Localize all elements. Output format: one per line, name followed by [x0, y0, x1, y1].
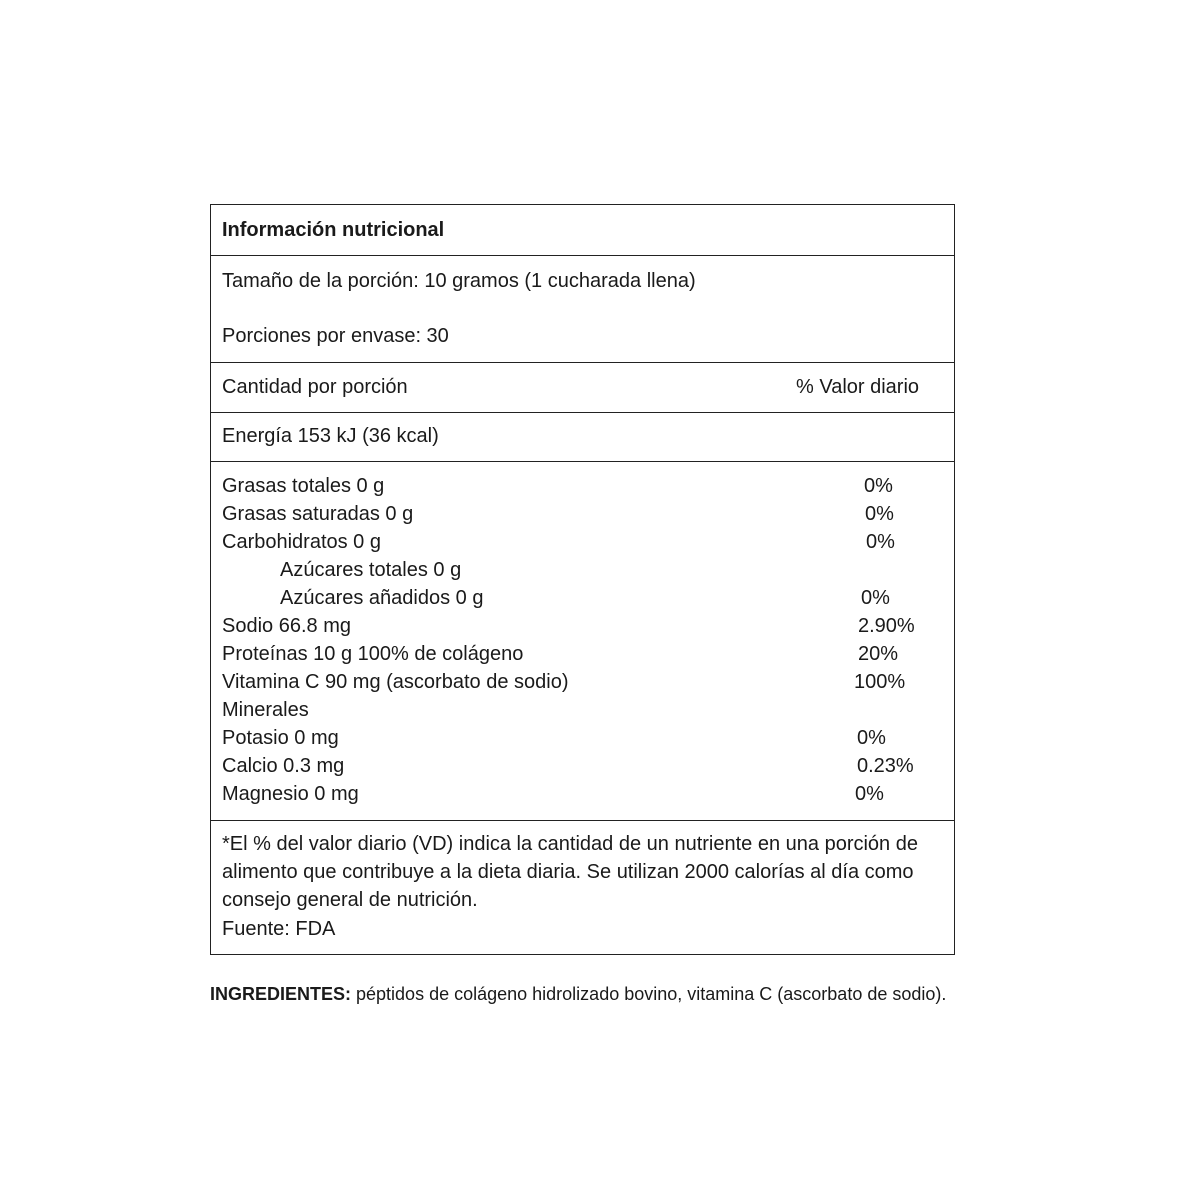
- nutrient-row-name: Potasio 0 mg: [222, 727, 339, 749]
- nutrient-row-name: Minerales: [222, 699, 309, 721]
- nutrient-row-name: Grasas saturadas 0 g: [222, 503, 414, 525]
- nutrient-row-name: Grasas totales 0 g: [222, 475, 385, 497]
- servings-per-container: Porciones por envase: 30: [222, 325, 449, 347]
- nutrient-row-name: Azúcares totales 0 g: [280, 559, 462, 581]
- source-text: Fuente: FDA: [222, 917, 336, 940]
- nutrition-facts-table: [210, 204, 955, 955]
- footnote-text: *El % del valor diario (VD) indica la cantidad de un nutriente en una porción de alimento que contribuye a la dieta diaria. Se utilizan 2000 calorías al día como consejo general de nutrición.: [222, 833, 918, 912]
- ingredients-list: [210, 982, 946, 1006]
- serving-section: [211, 256, 954, 363]
- daily-value-header: % Valor diario: [796, 376, 920, 398]
- nutrient-row-dv: 2.90%: [858, 615, 915, 637]
- amount-header-section: [211, 363, 954, 413]
- nutrient-row-name: Azúcares añadidos 0 g: [280, 587, 484, 609]
- nutrient-row-dv: 20%: [858, 643, 899, 665]
- energy-value: Energía 153 kJ (36 kcal): [222, 425, 439, 447]
- nutrient-row-name: Vitamina C 90 mg (ascorbato de sodio): [222, 671, 569, 693]
- nutrient-row-dv: 0%: [864, 475, 893, 497]
- nutrient-row-dv: 0%: [865, 503, 894, 525]
- nutrient-row-dv: 0%: [861, 587, 890, 609]
- energy-section: [211, 413, 954, 462]
- nutrient-row-dv: 100%: [854, 671, 906, 693]
- ingredients-heading: INGREDIENTES:: [210, 984, 352, 1004]
- ingredients-text: péptidos de colágeno hidrolizado bovino, vitamina C (ascorbato de sodio).: [351, 984, 947, 1004]
- nutrients-section: [211, 462, 954, 821]
- nutrient-row-dv: 0%: [866, 531, 895, 553]
- label-title: Información nutricional: [222, 219, 445, 241]
- nutrient-row-dv: 0%: [855, 783, 884, 805]
- amount-per-serving-header: Cantidad por porción: [222, 376, 408, 398]
- nutrient-row-name: Calcio 0.3 mg: [222, 755, 345, 777]
- footnote: [222, 830, 947, 943]
- nutrient-row-dv: 0%: [857, 727, 886, 749]
- nutrient-row-name: Carbohidratos 0 g: [222, 531, 381, 553]
- nutrient-row-dv: 0.23%: [857, 755, 914, 777]
- nutrient-row-name: Sodio 66.8 mg: [222, 615, 351, 637]
- nutrient-row-name: Proteínas 10 g 100% de colágeno: [222, 643, 524, 665]
- footnote-section: [211, 821, 954, 954]
- label-title-section: [211, 205, 954, 256]
- nutrient-row-name: Magnesio 0 mg: [222, 783, 359, 805]
- serving-size: Tamaño de la porción: 10 gramos (1 cucharada llena): [222, 270, 696, 292]
